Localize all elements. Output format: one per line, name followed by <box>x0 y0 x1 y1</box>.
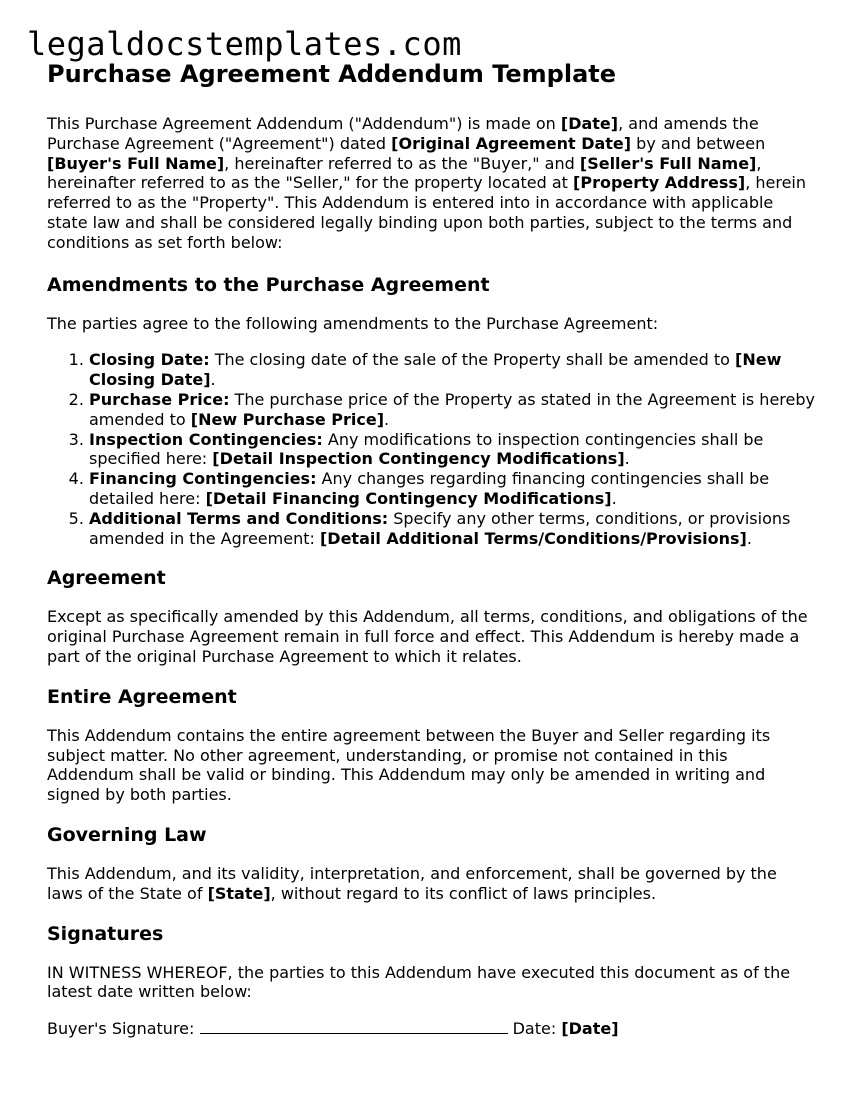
intro-text: , hereinafter referred to as the "Buyer," and <box>224 153 580 173</box>
item-label: Additional Terms and Conditions: <box>89 508 389 528</box>
intro-text: , herein referred to as the "Property". This Addendum is entered into in accordance with applicable state law and shall be considered legally binding upon both parties, subject to the terms and conditions as set forth below: <box>47 173 806 252</box>
buyer-name-placeholder: [Buyer's Full Name] <box>47 153 225 173</box>
original-date-placeholder: [Original Agreement Date] <box>391 133 632 153</box>
governing-law-paragraph <box>47 864 817 904</box>
list-item <box>89 390 817 430</box>
item-placeholder: [New Closing Date] <box>89 350 782 390</box>
buyer-signature-field[interactable] <box>200 1019 508 1034</box>
buyer-signature-line <box>47 1019 817 1039</box>
list-item <box>89 350 817 390</box>
governing-text: This Addendum, and its validity, interpretation, and enforcement, shall be governed by the laws of the State of <box>47 863 777 903</box>
item-label: Inspection Contingencies: <box>89 429 323 449</box>
item-end: . <box>611 488 617 508</box>
item-end: . <box>384 409 390 429</box>
amendments-list <box>47 350 817 548</box>
entire-agreement-heading: Entire Agreement <box>47 685 237 708</box>
item-placeholder: [Detail Additional Terms/Conditions/Provisions] <box>319 528 747 548</box>
amendments-lead: The parties agree to the following amendments to the Purchase Agreement: <box>47 313 659 333</box>
state-placeholder: [State] <box>207 883 271 903</box>
item-text: The purchase price of the Property as stated in the Agreement is hereby amended to <box>89 389 815 429</box>
site-watermark: legaldocstemplates.com <box>27 25 462 63</box>
intro-paragraph <box>47 114 817 253</box>
document-body <box>47 58 817 1039</box>
item-end: . <box>210 370 216 390</box>
date-placeholder: [Date] <box>560 114 619 133</box>
item-text: Specify any other terms, conditions, or provisions amended in the Agreement: <box>89 508 791 548</box>
signature-date-label: Date: <box>507 1019 562 1039</box>
intro-text: , and amends the Purchase Agreement ("Agreement") dated <box>47 114 759 153</box>
item-text: Any modifications to inspection contingencies shall be specified here: <box>89 429 764 469</box>
buyer-signature-label: Buyer's Signature: <box>47 1019 200 1039</box>
amendments-heading: Amendments to the Purchase Agreement <box>47 273 490 296</box>
item-label: Financing Contingencies: <box>89 469 317 489</box>
intro-text: This Purchase Agreement Addendum ("Addendum") is made on <box>47 114 561 133</box>
list-item <box>89 509 817 549</box>
signatures-paragraph: IN WITNESS WHEREOF, the parties to this Addendum have executed this document as of the latest date written below: <box>47 962 791 1002</box>
item-label: Closing Date: <box>89 350 210 370</box>
governing-law-heading: Governing Law <box>47 823 207 846</box>
signatures-heading: Signatures <box>47 922 164 945</box>
item-text: The closing date of the sale of the Property shall be amended to <box>209 350 736 370</box>
agreement-paragraph: Except as specifically amended by this Addendum, all terms, conditions, and obligations of the original Purchase Agreement remain in full force and effect. This Addendum is hereby made a part of the original Purchase Agreement to which it relates. <box>47 607 808 666</box>
signature-date-placeholder: [Date] <box>561 1019 619 1039</box>
property-address-placeholder: [Property Address] <box>573 173 746 193</box>
item-end: . <box>746 528 752 548</box>
item-end: . <box>624 449 630 469</box>
intro-text: , hereinafter referred to as the "Seller," for the property located at <box>47 153 762 193</box>
governing-text: , without regard to its conflict of laws principles. <box>270 883 657 903</box>
list-item <box>89 469 817 509</box>
item-label: Purchase Price: <box>89 389 230 409</box>
item-text: Any changes regarding financing contingencies shall be detailed here: <box>89 469 770 508</box>
intro-text: by and between <box>631 133 766 153</box>
document-title: Purchase Agreement Addendum Template <box>47 60 617 88</box>
item-placeholder: [Detail Inspection Contingency Modifications] <box>212 449 625 469</box>
agreement-heading: Agreement <box>47 567 166 590</box>
item-placeholder: [Detail Financing Contingency Modifications] <box>205 488 612 508</box>
item-placeholder: [New Purchase Price] <box>190 409 385 429</box>
entire-agreement-paragraph: This Addendum contains the entire agreement between the Buyer and Seller regarding its subject matter. No other agreement, understanding, or promise not contained in this Addendum shall be valid or binding. This Addendum may only be amended in writing and signed by both parties. <box>47 725 771 805</box>
seller-name-placeholder: [Seller's Full Name] <box>579 153 757 173</box>
list-item <box>89 430 817 470</box>
